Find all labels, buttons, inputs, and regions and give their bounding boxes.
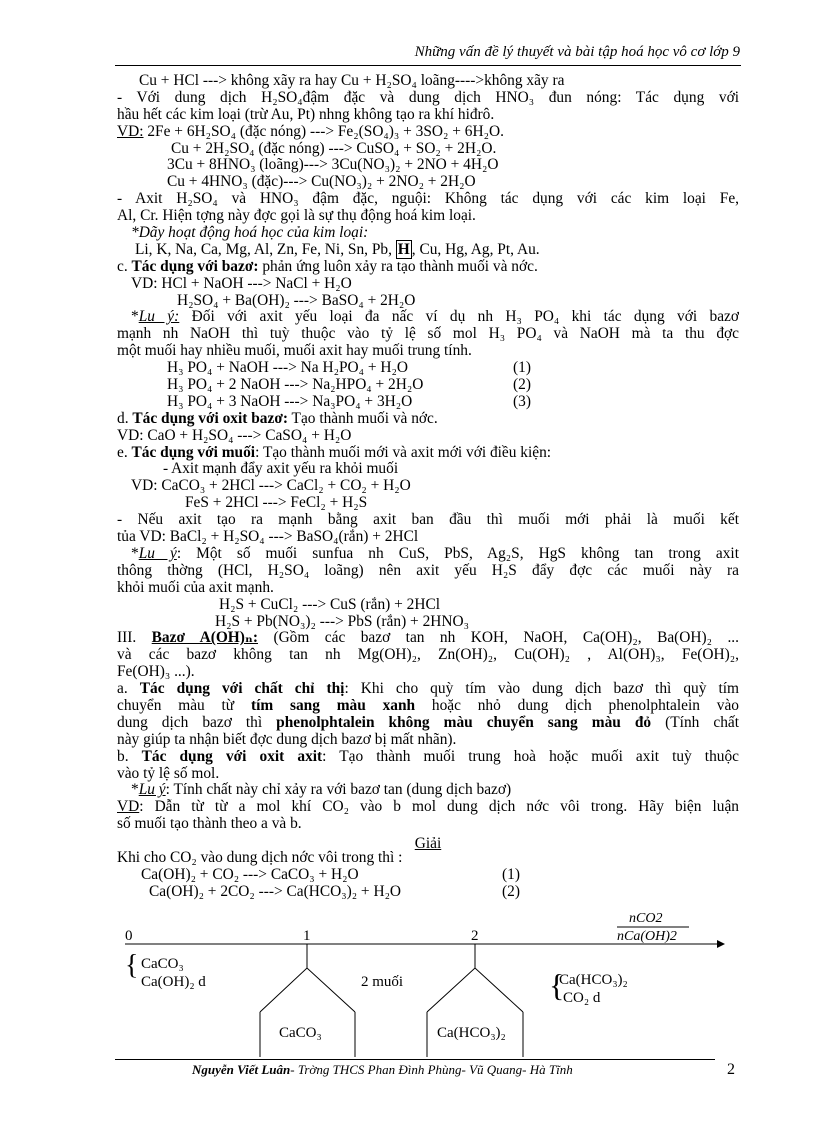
equation-text: Ca(OH)₂ + CO₂ ---> CaCO₃ + H₂O <box>141 865 359 883</box>
text-line: - Axit mạnh đẩy axit yếu ra khỏi muối <box>163 460 399 478</box>
activity-series <box>117 242 739 259</box>
section-prefix: III. <box>117 630 152 647</box>
box-label-2: Ca(HCO₃)₂ <box>437 1025 506 1041</box>
equation-text: H₃ PO₄ + 3 NaOH ---> Na₃PO₄ + 3H₂O <box>167 392 413 410</box>
note-label: Lu ý: <box>138 309 180 326</box>
section-heading: Tác dụng với oxit bazơ: <box>132 409 288 427</box>
footer-rule <box>115 1059 715 1060</box>
axis-arrow <box>717 940 725 948</box>
reaction-ratio-diagram <box>117 912 739 1057</box>
text-line <box>117 698 739 715</box>
section-prefix: c. <box>117 257 132 275</box>
series-hydrogen-box: H <box>397 240 410 258</box>
text-line: FeS + 2HCl ---> FeCl₂ + H₂S <box>185 494 368 512</box>
text-line: VD: CaO + H₂SO₄ ---> CaSO₄ + H₂O <box>117 426 352 444</box>
text-line <box>117 715 739 732</box>
text-line: - Axit H₂SO₄ và HNO₃ đậm đặc, nguội: Không tác dụng với các kim loại Fe, <box>117 191 739 208</box>
emphasis-text: phenolphtalein không màu chuyển sang màu đỏ <box>276 714 652 731</box>
text-line: Cu + 2H₂SO₄ (đặc nóng) ---> CuSO₄ + SO₂ + 2H₂O. <box>171 139 497 157</box>
note-text: Đối với axit yếu loại đa nấc ví dụ nh H₃ PO₄ khi tác dụng với bazơ <box>179 309 739 326</box>
section-heading: Bazơ A(OH)ₙ: <box>151 630 258 647</box>
text-line: Khi cho CO₂ vào dung dịch nớc vôi trong thì : <box>117 849 403 867</box>
text-run: dung dịch bazơ thì <box>117 714 277 731</box>
text-line: số muối tạo thành theo a và b. <box>117 815 302 833</box>
footer-school: - Trờng THCS Phan Đình Phùng- Vũ Quang- Hà Tĩnh <box>290 1062 573 1077</box>
text-run: (Tính chất <box>651 714 739 731</box>
section-heading-line <box>117 411 739 428</box>
text-line: 3Cu + 8HNO₃ (loãng)---> 3Cu(NO₃)₂ + 2NO + 4H₂O <box>167 156 499 174</box>
box-label-1: CaCO₃ <box>279 1025 322 1041</box>
section-text: Tạo thành muối và nớc. <box>287 409 438 427</box>
ratio-numerator: nCO2 <box>629 912 663 926</box>
section-heading: Tác dụng với muối <box>131 443 256 461</box>
equation-number: (3) <box>513 392 531 410</box>
equation-text: H₃ PO₄ + NaOH ---> Na H₂PO₄ + H₂O <box>167 359 408 377</box>
page-footer <box>192 1062 573 1078</box>
section-text: phản ứng luôn xảy ra tạo thành muối và nớc. <box>258 257 538 275</box>
ratio-denominator: nCa(OH)2 <box>617 929 677 944</box>
region-middle-label: 2 muối <box>361 974 404 990</box>
region-right-line2: CO₂ d <box>563 990 601 1006</box>
section-heading: Tác dụng với bazơ: <box>131 257 259 275</box>
text-line: - Với dung dịch H₂SO₄đậm đặc và dung dịch HNO₃ đun nóng: Tác dụng với <box>117 89 739 106</box>
text-line: vào tỷ lệ số mol. <box>117 764 220 782</box>
emphasis-text: tím sang màu xanh <box>250 697 416 714</box>
equation-line <box>117 867 739 884</box>
region-left-line2: Ca(OH)₂ d <box>141 974 206 990</box>
section-heading-line <box>117 749 739 766</box>
note-text: : Một số muối sunfua nh CuS, PbS, Ag₂S, HgS không tan trong axit <box>176 545 739 562</box>
equation-line <box>117 360 739 377</box>
text-line <box>117 799 739 816</box>
text-line <box>117 124 739 141</box>
text-line: thông thờng (HCl, H₂SO₄ loãng) nên axit yếu H₂S đẩy đợc các muối này ra <box>117 562 739 579</box>
equation-text: H₃ PO₄ + 2 NaOH ---> Na₂HPO₄ + 2H₂O <box>167 376 424 394</box>
text-line: VD: CaCO₃ + 2HCl ---> CaCl₂ + CO₂ + H₂O <box>131 477 411 495</box>
brace-right: { <box>549 967 565 1003</box>
text-line: H₂S + Pb(NO₃)₂ ---> PbS (rắn) + 2HNO₃ <box>215 612 469 630</box>
section-text: (Gồm các bazơ tan nh KOH, NaOH, Ca(OH)₂, Ba(OH)₂ ... <box>258 630 739 647</box>
section-text: : Khi cho quỳ tím vào dung dịch bazơ thì quỳ tím <box>344 681 739 698</box>
equation-line <box>117 884 739 901</box>
tick-label-1: 1 <box>303 928 311 944</box>
equation-line <box>117 377 739 394</box>
series-after: , Cu, Hg, Ag, Pt, Au. <box>411 240 540 258</box>
section-text: : Tạo thành muối mới và axit mới với điều kiện: <box>255 443 552 461</box>
note-text: : Tính chất này chỉ xảy ra với bazơ tan (dung dịch bazơ) <box>165 781 512 799</box>
equation-number: (1) <box>502 865 520 883</box>
example-label: VD: <box>117 122 144 140</box>
example-text: : Dẫn từ từ a mol khí CO₂ vào b mol dung dịch nớc vôi trong. Hãy biện luận <box>139 799 739 816</box>
text-line: H₂SO₄ + Ba(OH)₂ ---> BaSO₄ + 2H₂O <box>177 291 416 309</box>
section-prefix: b. <box>117 748 142 765</box>
equation-number: (1) <box>513 359 531 377</box>
text-line: - Nếu axit tạo ra mạnh bằng axit ban đầu thì muối mới phải là muối kết <box>117 512 739 529</box>
brace-left: { <box>125 950 139 981</box>
text-line: *Dãy hoạt động hoá học của kim loại: <box>131 224 369 242</box>
section-prefix: e. <box>117 443 132 461</box>
text-line: *Lu ý: Đối với axit yếu loại đa nấc ví dụ nh H₃ PO₄ khi tác dụng với bazơ <box>131 309 739 326</box>
text-line: Cu + HCl ---> không xãy ra hay Cu + H₂SO₄ loãng---->không xãy ra <box>139 72 565 89</box>
text-line: một muối hay nhiều muối, muối axit hay muối trung tính. <box>117 342 472 360</box>
text-line: Fe(OH)₃ ...). <box>117 663 195 681</box>
text-line: hầu hết các kim loại (trừ Au, Pt) nhng không tạo ra khí hiđrô. <box>117 105 495 123</box>
example-label: VD <box>117 799 140 816</box>
roof-2 <box>427 968 523 1012</box>
text-line: tủa VD: BaCl₂ + H₂SO₄ ---> BaSO₄(rắn) + 2HCl <box>117 528 419 546</box>
note-label: Lu ý <box>138 781 166 799</box>
tick-label-0: 0 <box>125 928 133 944</box>
section-heading-line <box>117 445 739 462</box>
section-prefix: a. <box>117 681 140 698</box>
text-line: và các bazơ không tan nh Mg(OH)₂, Zn(OH)₂, Cu(OH)₂ , Al(OH)₃, Fe(OH)₂, <box>117 647 739 664</box>
region-right-line1: Ca(HCO₃)₂ <box>559 972 628 988</box>
example-text: 2Fe + 6H₂SO₄ (đặc nóng) ---> Fe₂(SO₄)₃ + 3SO₂ + 6H₂O. <box>143 122 504 140</box>
page-number: 2 <box>727 1061 735 1078</box>
text-line: Al, Cr. Hiện tợng này đợc gọi là sự thụ động hoá kim loại. <box>117 207 476 225</box>
equation-number: (2) <box>502 882 520 900</box>
solution-heading: Giải <box>414 835 442 853</box>
text-line: khỏi muối của axit mạnh. <box>117 578 274 596</box>
equation-number: (2) <box>513 376 531 394</box>
region-left-line1: CaCO₃ <box>141 956 184 972</box>
text-line: mạnh nh NaOH thì tuỳ thuộc vào tỷ lệ số mol H₃ PO₄ và NaOH mà ta thu đợc <box>117 326 739 343</box>
text-line: VD: HCl + NaOH ---> NaCl + H₂O <box>131 274 352 292</box>
text-line: H₂S + CuCl₂ ---> CuS (rắn) + 2HCl <box>219 595 441 613</box>
running-header: Những vấn đề lý thuyết và bài tập hoá học vô cơ lớp 9 <box>414 44 740 60</box>
section-heading: Tác dụng với chất chỉ thị <box>139 681 345 698</box>
section-heading-line <box>117 681 739 698</box>
text-line <box>117 833 739 853</box>
text-run: chuyển màu từ <box>117 697 251 714</box>
text-line: này giúp ta nhận biết đợc dung dịch bazơ bị mất nhãn). <box>117 730 457 748</box>
note-label: Lu ý <box>138 545 177 562</box>
document-body <box>117 73 739 901</box>
text-line: *Lu ý: Tính chất này chỉ xảy ra với bazơ tan (dung dịch bazơ) <box>131 781 512 799</box>
text-line: Cu + 4HNO₃ (đặc)---> Cu(NO₃)₂ + 2NO₂ + 2H₂O <box>167 173 476 191</box>
roof-1 <box>260 968 355 1012</box>
section-text: : Tạo thành muối trung hoà hoặc muối axit tuỳ thuộc <box>322 748 739 765</box>
tick-label-2: 2 <box>471 928 479 944</box>
section-heading-line <box>117 630 739 647</box>
series-before: Li, K, Na, Ca, Mg, Al, Zn, Fe, Ni, Sn, Pb, <box>135 240 396 258</box>
section-heading-line <box>117 259 739 276</box>
text-run: hoặc nhỏ dung dịch phenolphtalein vào <box>415 697 739 714</box>
section-prefix: d. <box>117 409 133 427</box>
section-heading: Tác dụng với oxit axit <box>141 748 323 765</box>
text-line: *Lu ý: Một số muối sunfua nh CuS, PbS, Ag₂S, HgS không tan trong axit <box>131 545 739 562</box>
equation-line <box>117 394 739 411</box>
header-rule <box>115 65 741 66</box>
footer-author: Nguyễn Viết Luân <box>192 1062 291 1077</box>
equation-text: Ca(OH)₂ + 2CO₂ ---> Ca(HCO₃)₂ + H₂O <box>149 882 402 900</box>
